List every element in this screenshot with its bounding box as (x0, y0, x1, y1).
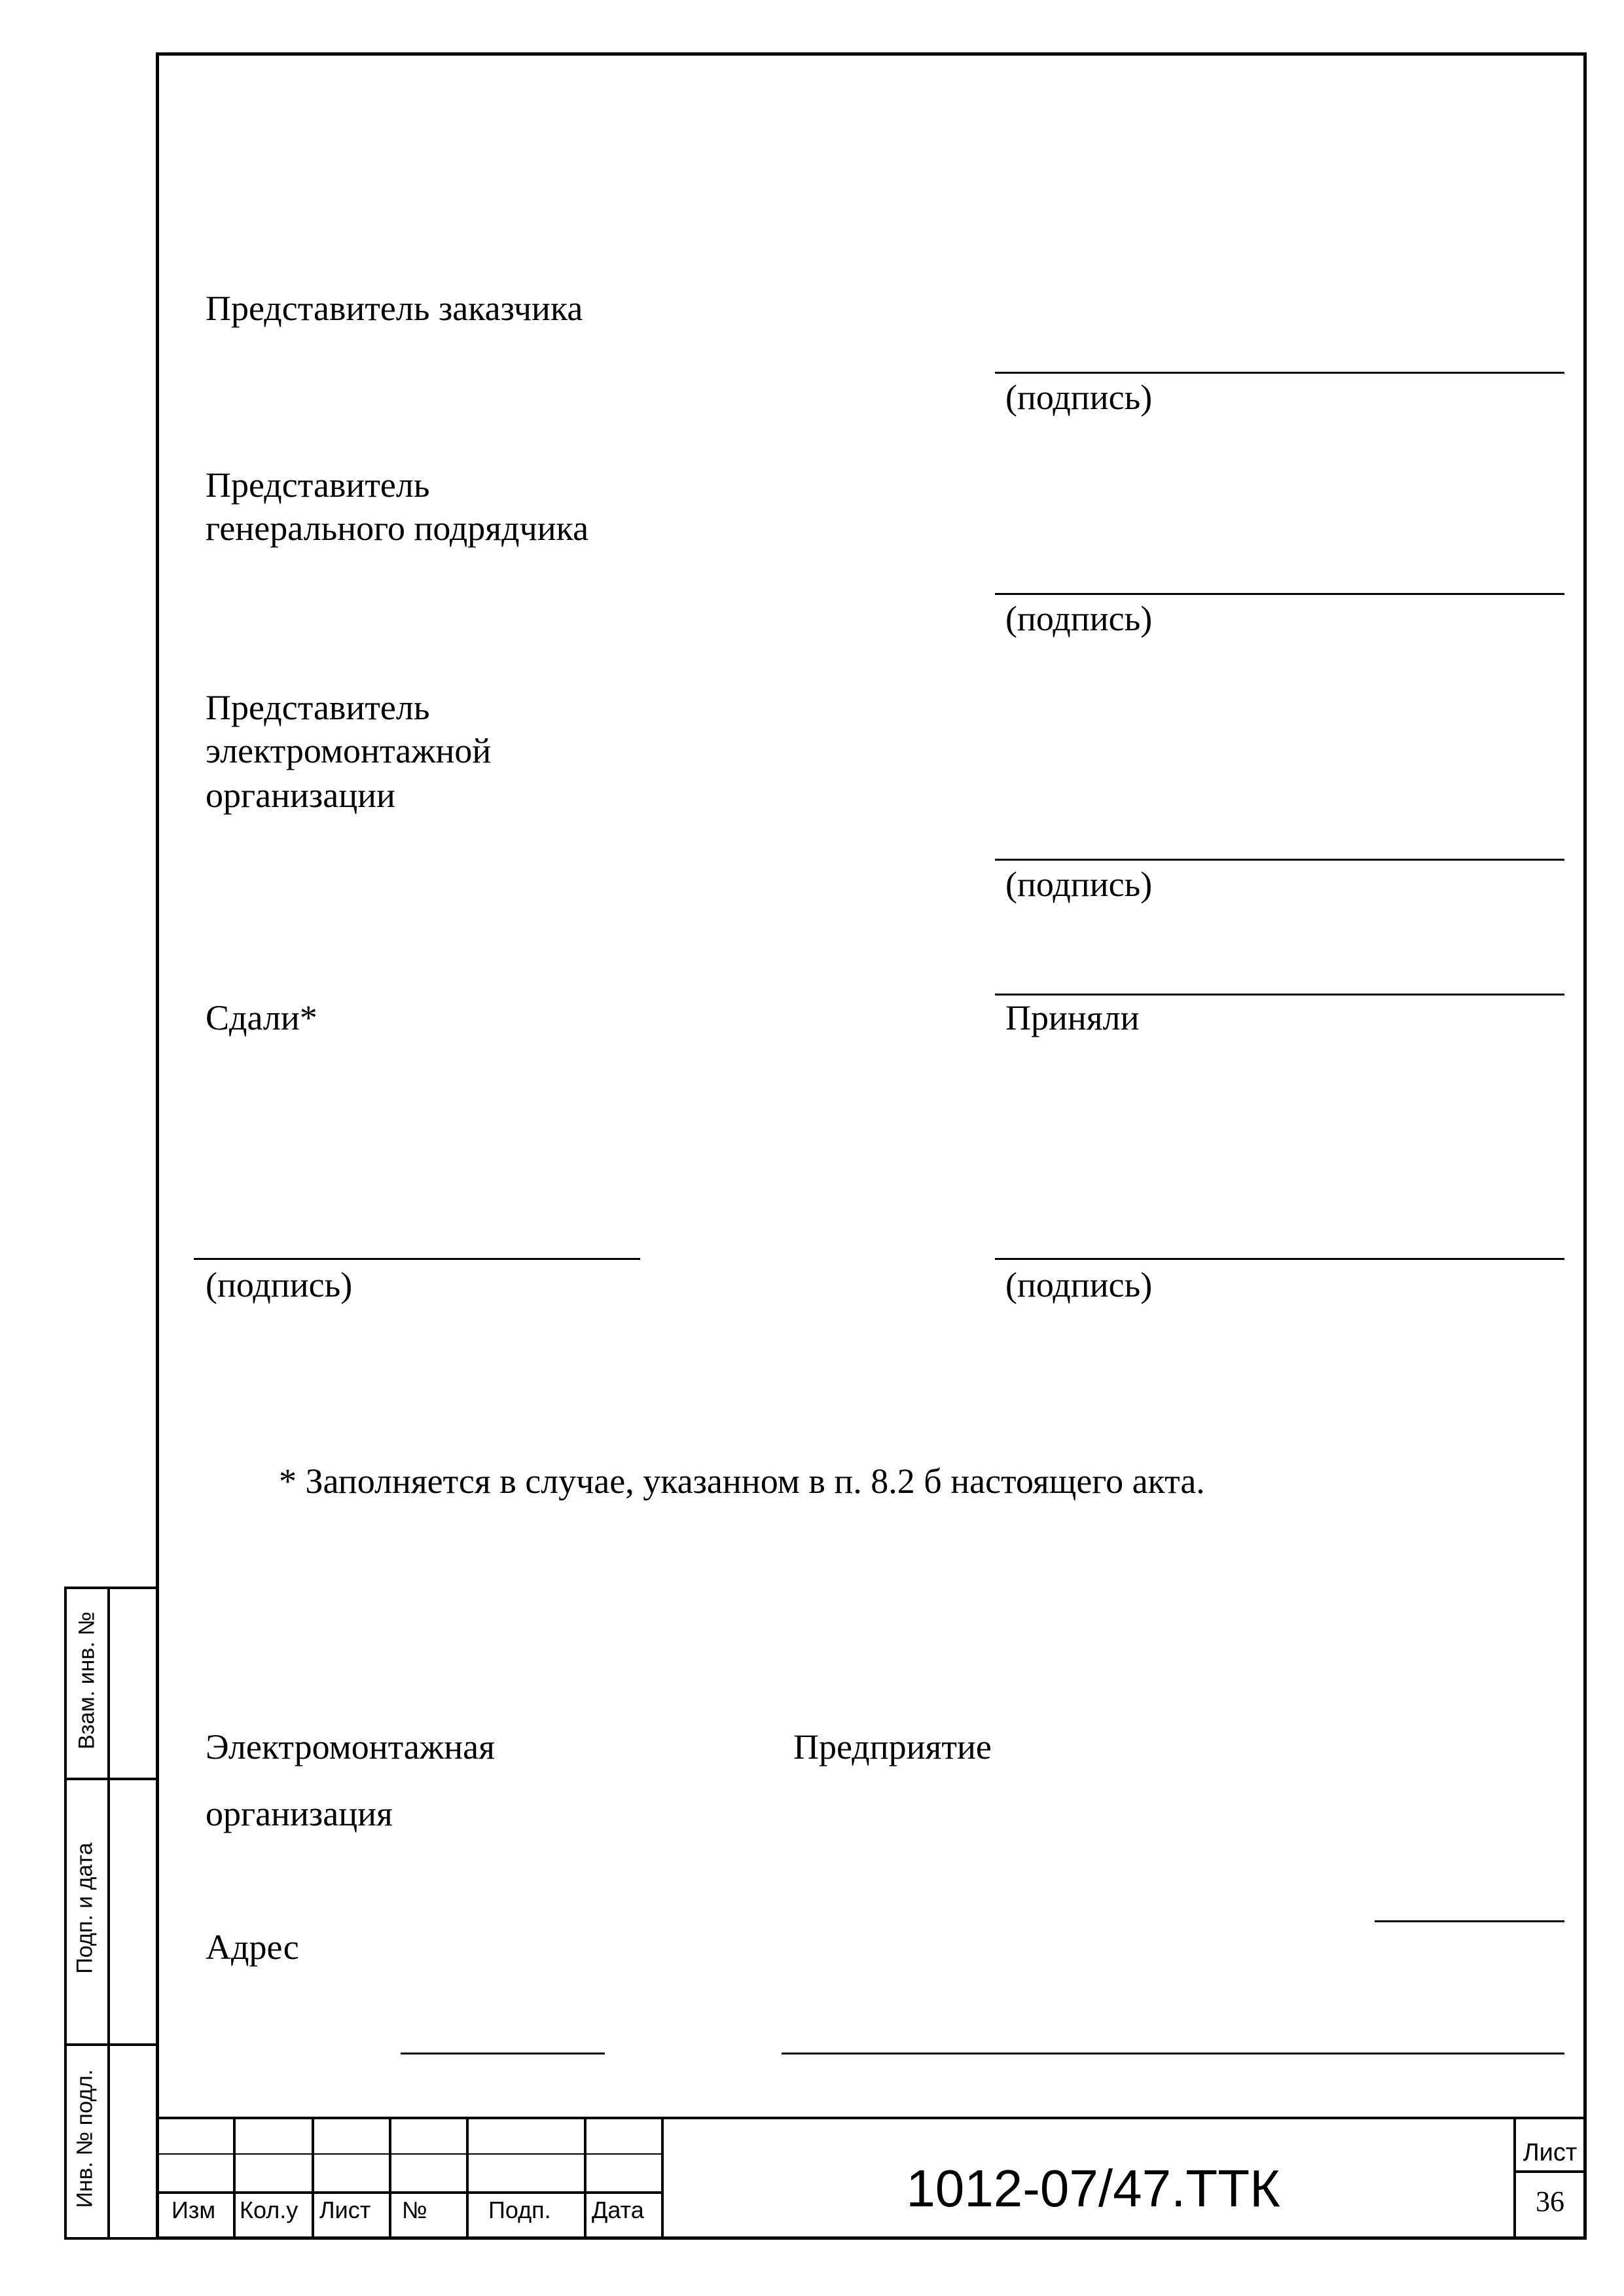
electrical-org-footer-line1: Электромонтажная (206, 1727, 495, 1767)
electrical-org-signature-line (995, 859, 1564, 861)
general-contractor-label-line1: Представитель (206, 465, 430, 505)
title-col-divider-5 (584, 2117, 586, 2240)
col-header-list: Лист (319, 2197, 371, 2223)
customer-representative-label: Представитель заказчика (206, 289, 583, 328)
accepted-signature-line (995, 1258, 1564, 1260)
general-contractor-signature-caption: (подпись) (1005, 599, 1153, 638)
customer-signature-line (995, 372, 1564, 374)
swap-inv-label: Взам. инв. № (74, 1611, 99, 1749)
sheet-box-divider (1513, 2170, 1587, 2173)
electrical-org-label-line2: электромонтажной (206, 731, 492, 770)
sheet-label: Лист (1523, 2139, 1578, 2166)
document-code: 1012-07/47.ТТК (906, 2159, 1280, 2217)
enterprise-line (1375, 1920, 1564, 1922)
inv-orig-label: Инв. № подл. (72, 2069, 98, 2208)
address-label: Адрес (206, 1928, 299, 1967)
col-header-kolu: Кол.у (240, 2197, 298, 2223)
side-stamp-bottom-border (64, 2237, 157, 2240)
electrical-org-signature-caption: (подпись) (1005, 865, 1153, 904)
electrical-org-footer-line2: организация (206, 1794, 393, 1833)
accepted-label: Приняли (1005, 998, 1140, 1037)
title-col-divider-1 (233, 2117, 236, 2240)
title-block-top-border (156, 2117, 1587, 2119)
title-col-divider-6 (661, 2117, 664, 2240)
side-stamp-left-border (64, 1587, 67, 2240)
side-stamp-middle-border (107, 1587, 110, 2240)
general-contractor-signature-line (995, 593, 1564, 595)
handed-label: Сдали* (206, 998, 317, 1037)
customer-signature-caption: (подпись) (1005, 378, 1153, 417)
title-col-divider-2 (312, 2117, 314, 2240)
col-header-izm: Изм (171, 2197, 216, 2223)
col-header-data: Дата (592, 2197, 644, 2223)
address-line-short (401, 2053, 605, 2054)
sheet-number: 36 (1536, 2185, 1564, 2217)
accepted-signature-caption: (подпись) (1005, 1265, 1153, 1304)
sheet-box-left-border (1513, 2117, 1516, 2240)
page-frame (156, 52, 1587, 2240)
sign-date-label: Подп. и дата (72, 1842, 98, 1974)
handed-signature-line (194, 1258, 640, 1260)
general-contractor-label-line2: генерального подрядчика (206, 509, 589, 548)
footnote: * Заполняется в случае, указанном в п. 8.2 б настоящего акта. (279, 1462, 1205, 1501)
enterprise-label: Предприятие (793, 1727, 992, 1767)
address-line-long (782, 2053, 1564, 2054)
handed-signature-caption: (подпись) (206, 1265, 353, 1304)
col-header-number: № (402, 2197, 427, 2223)
col-header-podp: Подп. (488, 2197, 551, 2223)
accepted-top-line (995, 994, 1564, 996)
electrical-org-label-line1: Представитель (206, 688, 430, 727)
title-col-divider-3 (389, 2117, 391, 2240)
electrical-org-label-line3: организации (206, 776, 395, 815)
title-col-divider-4 (466, 2117, 469, 2240)
